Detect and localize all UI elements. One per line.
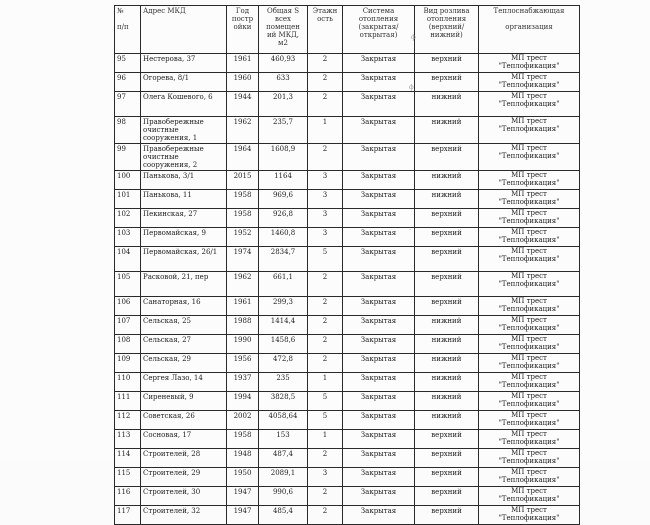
row-year: 1958 [227,190,259,209]
row-distribution-type: верхний [415,272,479,297]
row-area: 235,7 [259,117,308,144]
row-heating-system: Закрытая [343,247,415,272]
row-num: 95 [115,54,141,73]
row-area: 485,4 [259,506,308,525]
row-distribution-type: верхний [415,247,479,272]
row-floors: 2 [308,272,343,297]
row-heat-supplier [479,487,580,506]
row-area: 1608,9 [259,144,308,171]
row-num: 98 [115,117,141,144]
row-heat-supplier [479,392,580,411]
row-heating-system: Закрытая [343,272,415,297]
row-address: Сиреневый, 9 [141,392,227,411]
supplier-name-line2: "Теплофикация" [498,418,560,427]
row-heating-system: Закрытая [343,54,415,73]
row-heat-supplier [479,449,580,468]
supplier-name-line2: "Теплофикация" [498,380,560,389]
row-heat-supplier [479,468,580,487]
row-area: 2089,1 [259,468,308,487]
scan-mark: ф [411,34,416,41]
row-floors: 5 [308,392,343,411]
supplier-name-line2: "Теплофикация" [498,323,560,332]
table-row [115,430,580,449]
row-distribution-type: нижний [415,117,479,144]
supplier-name-line2: "Теплофикация" [498,197,560,206]
row-heat-supplier [479,144,580,171]
row-area: 990,6 [259,487,308,506]
row-area: 926,8 [259,209,308,228]
row-address: Советская, 26 [141,411,227,430]
supplier-name-line1: МП трест [511,468,547,476]
row-year: 1974 [227,247,259,272]
supplier-name-line1: МП трест [511,247,547,255]
row-address: Строителей, 30 [141,487,227,506]
supplier-name-line1: МП трест [511,92,547,100]
row-distribution-type: верхний [415,449,479,468]
row-num: 97 [115,92,141,117]
supplier-name-line2: "Теплофикация" [498,437,560,446]
row-distribution-type: нижний [415,92,479,117]
row-heating-system: Закрытая [343,171,415,190]
row-area: 4058,64 [259,411,308,430]
row-year: 1961 [227,54,259,73]
row-area: 1414,4 [259,316,308,335]
mkd-heating-table [114,5,580,525]
table-row [115,117,580,144]
row-address: Сельская, 29 [141,354,227,373]
supplier-name-line1: МП трест [511,117,547,125]
row-year: 1947 [227,506,259,525]
row-num: 101 [115,190,141,209]
table-row [115,487,580,506]
row-num: 102 [115,209,141,228]
row-address: Панькова, 11 [141,190,227,209]
supplier-name-line1: МП трест [511,171,547,179]
row-floors: 1 [308,430,343,449]
supplier-name-line1: МП трест [511,487,547,495]
row-heating-system: Закрытая [343,468,415,487]
header-address: Адрес МКД [141,6,227,54]
row-num: 96 [115,73,141,92]
row-area: 633 [259,73,308,92]
row-heating-system: Закрытая [343,144,415,171]
row-heating-system: Закрытая [343,73,415,92]
supplier-name-line2: "Теплофикация" [498,235,560,244]
row-num: 116 [115,487,141,506]
row-year: 1962 [227,272,259,297]
table-row [115,73,580,92]
table-row [115,272,580,297]
row-floors: 5 [308,247,343,272]
header-num: № п/п [115,6,141,54]
row-distribution-type: верхний [415,228,479,247]
row-heat-supplier [479,354,580,373]
row-distribution-type: нижний [415,171,479,190]
row-year: 1937 [227,373,259,392]
row-heat-supplier [479,209,580,228]
row-year: 1988 [227,316,259,335]
supplier-name-line2: "Теплофикация" [498,254,560,263]
row-num: 109 [115,354,141,373]
row-area: 299,3 [259,297,308,316]
row-year: 1950 [227,468,259,487]
row-heating-system: Закрытая [343,228,415,247]
supplier-name-line2: "Теплофикация" [498,99,560,108]
supplier-name-line1: МП трест [511,373,547,381]
row-address: Нестерова, 37 [141,54,227,73]
row-distribution-type: верхний [415,506,479,525]
row-year: 1994 [227,392,259,411]
row-num: 103 [115,228,141,247]
row-num: 112 [115,411,141,430]
table-header-row [115,6,580,54]
header-distribution-type: Вид розлива отопления (верхний/ нижний) [415,6,479,54]
row-year: 1964 [227,144,259,171]
supplier-name-line1: МП трест [511,297,547,305]
row-heating-system: Закрытая [343,335,415,354]
row-heat-supplier [479,430,580,449]
table-row [115,354,580,373]
supplier-name-line2: "Теплофикация" [498,80,560,89]
row-year: 1961 [227,297,259,316]
row-num: 114 [115,449,141,468]
row-address: Строителей, 28 [141,449,227,468]
row-area: 201,3 [259,92,308,117]
supplier-name-line2: "Теплофикация" [498,513,560,522]
header-area: Общая S всех помещен ий МКД, м2 [259,6,308,54]
row-floors: 2 [308,335,343,354]
table-row [115,392,580,411]
supplier-name-line1: МП трест [511,354,547,362]
row-heating-system: Закрытая [343,506,415,525]
row-address: Пекинская, 27 [141,209,227,228]
row-num: 106 [115,297,141,316]
row-num: 100 [115,171,141,190]
table-row [115,190,580,209]
row-distribution-type: нижний [415,190,479,209]
row-floors: 3 [308,190,343,209]
supplier-name-line2: "Теплофикация" [498,61,560,70]
row-num: 105 [115,272,141,297]
supplier-name-line1: МП трест [511,54,547,62]
row-floors: 2 [308,506,343,525]
supplier-name-line1: МП трест [511,228,547,236]
row-distribution-type: нижний [415,411,479,430]
row-floors: 5 [308,411,343,430]
row-address: Огорева, 8/1 [141,73,227,92]
row-year: 1947 [227,487,259,506]
supplier-name-line1: МП трест [511,430,547,438]
row-area: 235 [259,373,308,392]
row-num: 113 [115,430,141,449]
row-year: 2015 [227,171,259,190]
supplier-name-line1: МП трест [511,144,547,152]
supplier-name-line1: МП трест [511,449,547,457]
row-distribution-type: нижний [415,373,479,392]
row-heating-system: Закрытая [343,117,415,144]
table-row [115,316,580,335]
supplier-name-line2: "Теплофикация" [498,494,560,503]
row-area: 2834,7 [259,247,308,272]
header-year: Год постр ойки [227,6,259,54]
row-area: 153 [259,430,308,449]
table-row [115,411,580,430]
row-area: 487,4 [259,449,308,468]
supplier-name-line1: МП трест [511,73,547,81]
row-year: 1990 [227,335,259,354]
row-floors: 2 [308,54,343,73]
row-heating-system: Закрытая [343,297,415,316]
supplier-name-line2: "Теплофикация" [498,216,560,225]
table-row [115,171,580,190]
row-address: Санаторная, 16 [141,297,227,316]
supplier-name-line1: МП трест [511,392,547,400]
row-distribution-type: верхний [415,209,479,228]
table-row [115,247,580,272]
row-distribution-type: нижний [415,354,479,373]
table-row [115,228,580,247]
table-body [115,54,580,525]
row-heat-supplier [479,73,580,92]
row-heating-system: Закрытая [343,92,415,117]
row-heat-supplier [479,297,580,316]
table-row [115,468,580,487]
row-address: Олега Кошевого, 6 [141,92,227,117]
row-num: 108 [115,335,141,354]
row-floors: 2 [308,92,343,117]
row-floors: 3 [308,228,343,247]
supplier-name-line2: "Теплофикация" [498,342,560,351]
row-year: 1958 [227,209,259,228]
row-year: 1952 [227,228,259,247]
row-floors: 2 [308,73,343,92]
supplier-name-line2: "Теплофикация" [498,475,560,484]
header-heat-supplier: Теплоснабжающая организация [479,6,580,54]
row-heating-system: Закрытая [343,373,415,392]
row-address: Строителей, 29 [141,468,227,487]
row-area: 1460,8 [259,228,308,247]
row-distribution-type: верхний [415,73,479,92]
row-num: 117 [115,506,141,525]
row-distribution-type: верхний [415,468,479,487]
scan-mark: - [409,226,412,233]
row-floors: 2 [308,449,343,468]
row-floors: 2 [308,316,343,335]
row-floors: 1 [308,373,343,392]
row-year: 1958 [227,430,259,449]
supplier-name-line1: МП трест [511,316,547,324]
row-address: Правобережные очистные сооружения, 2 [141,144,227,171]
row-year: 1960 [227,73,259,92]
supplier-name-line2: "Теплофикация" [498,399,560,408]
row-distribution-type: верхний [415,430,479,449]
supplier-name-line2: "Теплофикация" [498,178,560,187]
row-num: 99 [115,144,141,171]
supplier-name-line1: МП трест [511,506,547,514]
row-heating-system: Закрытая [343,392,415,411]
row-heat-supplier [479,316,580,335]
row-address: Строителей, 32 [141,506,227,525]
supplier-name-line2: "Теплофикация" [498,304,560,313]
row-heat-supplier [479,54,580,73]
row-year: 2002 [227,411,259,430]
row-heat-supplier [479,92,580,117]
row-address: Панькова, 3/1 [141,171,227,190]
row-distribution-type: нижний [415,392,479,411]
row-num: 107 [115,316,141,335]
supplier-name-line2: "Теплофикация" [498,361,560,370]
row-distribution-type: верхний [415,297,479,316]
supplier-name-line1: МП трест [511,335,547,343]
row-area: 1458,6 [259,335,308,354]
row-year: 1956 [227,354,259,373]
row-heat-supplier [479,247,580,272]
row-floors: 2 [308,144,343,171]
row-floors: 3 [308,171,343,190]
row-floors: 3 [308,468,343,487]
supplier-name-line1: МП трест [511,411,547,419]
row-heat-supplier [479,171,580,190]
supplier-name-line1: МП трест [511,209,547,217]
row-distribution-type: верхний [415,54,479,73]
table-row [115,506,580,525]
table-row [115,209,580,228]
header-floors: Этажн ость [308,6,343,54]
row-area: 661,1 [259,272,308,297]
row-address: Правобережные очистные сооружения, 1 [141,117,227,144]
row-distribution-type: нижний [415,316,479,335]
row-year: 1962 [227,117,259,144]
row-floors: 2 [308,354,343,373]
row-heat-supplier [479,117,580,144]
row-heating-system: Закрытая [343,209,415,228]
row-floors: 1 [308,117,343,144]
supplier-name-line2: "Теплофикация" [498,151,560,160]
row-num: 110 [115,373,141,392]
table-row [115,449,580,468]
table-row [115,335,580,354]
row-heating-system: Закрытая [343,354,415,373]
table-row [115,297,580,316]
row-heat-supplier [479,335,580,354]
supplier-name-line2: "Теплофикация" [498,279,560,288]
row-heat-supplier [479,411,580,430]
row-address: Первомайская, 9 [141,228,227,247]
row-num: 111 [115,392,141,411]
supplier-name-line2: "Теплофикация" [498,456,560,465]
row-address: Сосновая, 17 [141,430,227,449]
row-floors: 2 [308,487,343,506]
row-heating-system: Закрытая [343,449,415,468]
row-distribution-type: верхний [415,144,479,171]
table-row [115,54,580,73]
row-address: Сергея Лазо, 14 [141,373,227,392]
supplier-name-line2: "Теплофикация" [498,124,560,133]
row-area: 3828,5 [259,392,308,411]
row-heating-system: Закрытая [343,411,415,430]
row-heating-system: Закрытая [343,487,415,506]
table-row [115,92,580,117]
header-heating-system: Система отопления (закрытая/ открытая) [343,6,415,54]
row-heat-supplier [479,272,580,297]
row-address: Сельская, 27 [141,335,227,354]
row-year: 1948 [227,449,259,468]
table-row [115,144,580,171]
row-num: 104 [115,247,141,272]
row-distribution-type: нижний [415,335,479,354]
row-num: 115 [115,468,141,487]
row-heat-supplier [479,506,580,525]
row-area: 460,93 [259,54,308,73]
row-heat-supplier [479,190,580,209]
row-year: 1944 [227,92,259,117]
row-address: Сельская, 25 [141,316,227,335]
row-distribution-type: верхний [415,487,479,506]
row-heat-supplier [479,373,580,392]
row-address: Первомайская, 26/1 [141,247,227,272]
row-address: Расковой, 21, пер [141,272,227,297]
row-heating-system: Закрытая [343,430,415,449]
row-area: 1164 [259,171,308,190]
supplier-name-line1: МП трест [511,190,547,198]
row-area: 472,8 [259,354,308,373]
row-area: 969,6 [259,190,308,209]
row-floors: 2 [308,297,343,316]
row-heating-system: Закрытая [343,190,415,209]
table-row [115,373,580,392]
row-heating-system: Закрытая [343,316,415,335]
row-heat-supplier [479,228,580,247]
scan-mark: ф [409,84,414,91]
row-floors: 3 [308,209,343,228]
supplier-name-line1: МП трест [511,272,547,280]
